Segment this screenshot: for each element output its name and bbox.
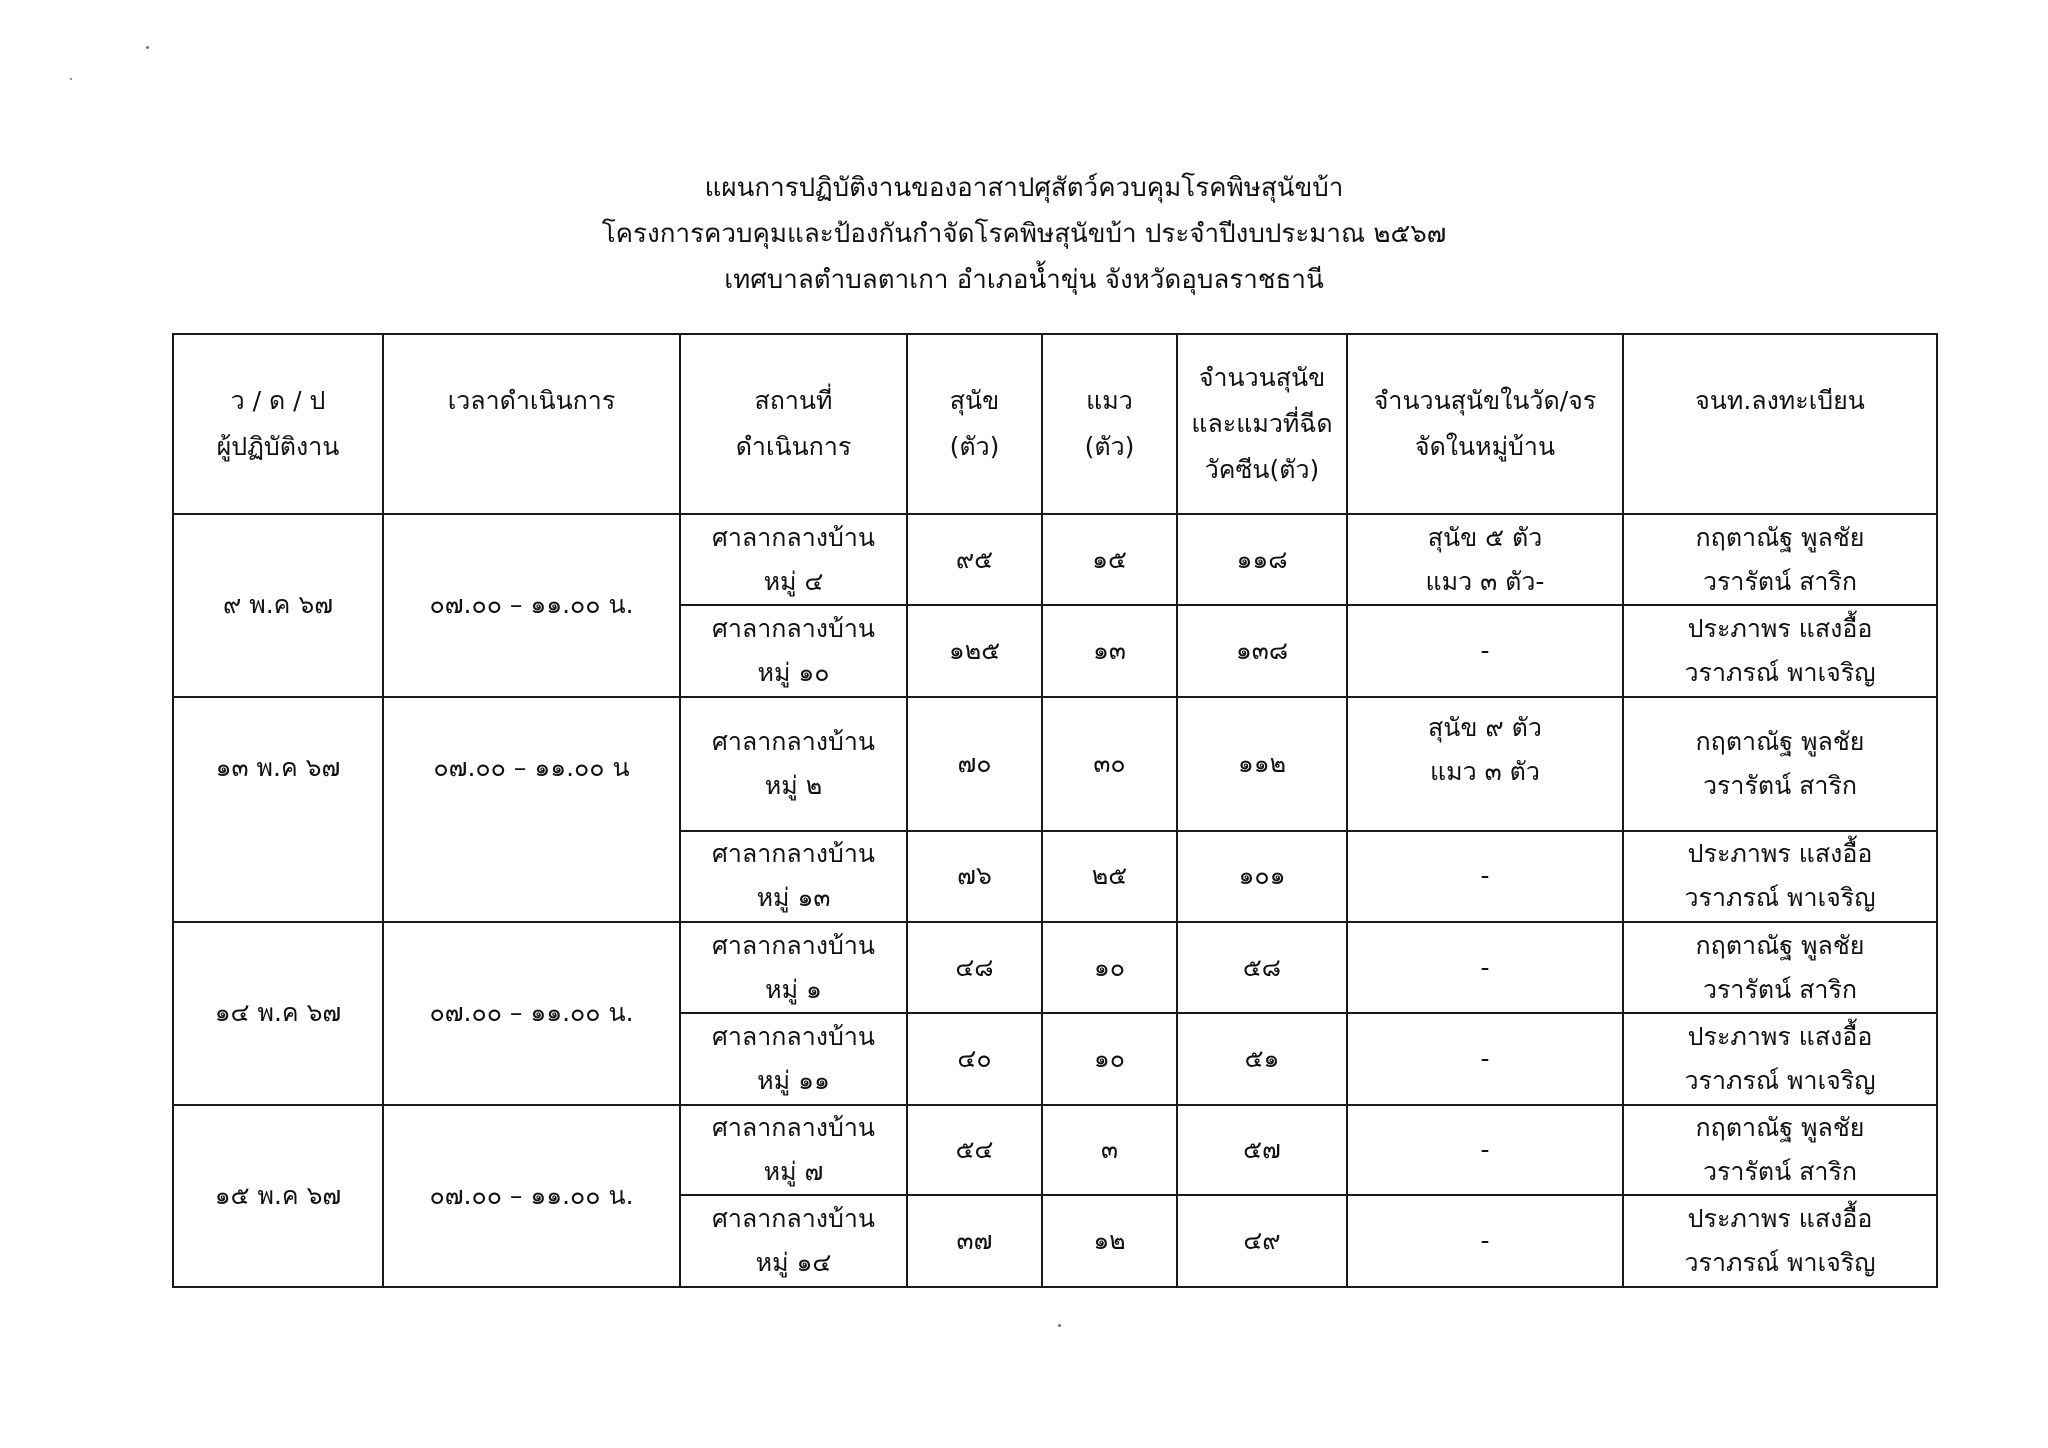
- dogs-cell: ๙๕: [907, 514, 1042, 605]
- place-cell: ศาลากลางบ้าน หมู่ ๑๐: [680, 605, 907, 697]
- cats-cell: ๓๐: [1042, 697, 1177, 831]
- dogs-cell: ๕๔: [907, 1105, 1042, 1196]
- date-cell: ๑๔ พ.ค ๖๗: [173, 922, 383, 1104]
- vaccinated-cell: ๔๙: [1177, 1195, 1347, 1287]
- time-cell: ๐๗.๐๐ – ๑๑.๐๐ น.: [383, 1105, 680, 1287]
- date-cell: ๙ พ.ค ๖๗: [173, 514, 383, 696]
- strays-cell: -: [1347, 605, 1623, 697]
- place-cell: ศาลากลางบ้าน หมู่ ๑๑: [680, 1013, 907, 1105]
- header-cats: แมว (ตัว): [1042, 334, 1177, 514]
- vaccinated-cell: ๑๓๘: [1177, 605, 1347, 697]
- plan-table: [172, 333, 1938, 1288]
- date-cell: ๑๓ พ.ค ๖๗: [173, 697, 383, 923]
- header-vaccinated: จำนวนสุนัข และแมวที่ฉีด วัคซีน(ตัว): [1177, 334, 1347, 514]
- header-staff: จนท.ลงทะเบียน: [1623, 334, 1937, 514]
- scan-speck: [146, 46, 149, 49]
- place-cell: ศาลากลางบ้าน หมู่ ๑๓: [680, 831, 907, 923]
- dogs-cell: ๗๐: [907, 697, 1042, 831]
- time-cell: ๐๗.๐๐ – ๑๑.๐๐ น.: [383, 514, 680, 696]
- table-row: [173, 697, 1937, 831]
- dogs-cell: ๗๖: [907, 831, 1042, 923]
- vaccinated-cell: ๑๑๒: [1177, 697, 1347, 831]
- dogs-cell: ๔๘: [907, 922, 1042, 1013]
- title-line-2: โครงการควบคุมและป้องกันกำจัดโรคพิษสุนัขบ้า ประจำปีงบประมาณ ๒๕๖๗: [601, 219, 1447, 249]
- table-row: [173, 1105, 1937, 1196]
- staff-cell: กฤตาณัฐ พูลชัย วรารัตน์ สาริก: [1623, 514, 1937, 605]
- header-dogs: สุนัข (ตัว): [907, 334, 1042, 514]
- header-date-worker: ว / ด / ป ผู้ปฏิบัติงาน: [173, 334, 383, 514]
- scan-speck: [1058, 1324, 1061, 1327]
- time-cell: ๐๗.๐๐ – ๑๑.๐๐ น.: [383, 922, 680, 1104]
- place-cell: ศาลากลางบ้าน หมู่ ๔: [680, 514, 907, 605]
- vaccinated-cell: ๑๑๘: [1177, 514, 1347, 605]
- cats-cell: ๑๐: [1042, 922, 1177, 1013]
- staff-cell: ประภาพร แสงอื้อ วราภรณ์ พาเจริญ: [1623, 1195, 1937, 1287]
- header-time: เวลาดำเนินการ: [383, 334, 680, 514]
- strays-cell: -: [1347, 831, 1623, 923]
- strays-cell: -: [1347, 922, 1623, 1013]
- strays-cell: สุนัข ๙ ตัว แมว ๓ ตัว: [1347, 697, 1623, 831]
- vaccinated-cell: ๑๐๑: [1177, 831, 1347, 923]
- strays-cell: -: [1347, 1105, 1623, 1196]
- place-cell: ศาลากลางบ้าน หมู่ ๗: [680, 1105, 907, 1196]
- vaccinated-cell: ๕๗: [1177, 1105, 1347, 1196]
- table-row: [173, 514, 1937, 605]
- strays-cell: สุนัข ๕ ตัว แมว ๓ ตัว-: [1347, 514, 1623, 605]
- dogs-cell: ๑๒๕: [907, 605, 1042, 697]
- staff-cell: กฤตาณัฐ พูลชัย วรารัตน์ สาริก: [1623, 922, 1937, 1013]
- header-row: [173, 334, 1937, 514]
- dogs-cell: ๔๐: [907, 1013, 1042, 1105]
- title-line-3: เทศบาลตำบลตาเกา อำเภอน้ำขุ่น จังหวัดอุบลราชธานี: [724, 265, 1324, 295]
- title-line-1: แผนการปฏิบัติงานของอาสาปศุสัตว์ควบคุมโรคพิษสุนัขบ้า: [704, 173, 1344, 203]
- place-cell: ศาลากลางบ้าน หมู่ ๑: [680, 922, 907, 1013]
- header-strays: จำนวนสุนัขในวัด/จร จัดในหมู่บ้าน: [1347, 334, 1623, 514]
- cats-cell: ๑๓: [1042, 605, 1177, 697]
- staff-cell: กฤตาณัฐ พูลชัย วรารัตน์ สาริก: [1623, 697, 1937, 831]
- strays-cell: -: [1347, 1013, 1623, 1105]
- scan-speck: [70, 78, 72, 80]
- cats-cell: ๑๕: [1042, 514, 1177, 605]
- time-cell: ๐๗.๐๐ – ๑๑.๐๐ น: [383, 697, 680, 923]
- staff-cell: ประภาพร แสงอื้อ วราภรณ์ พาเจริญ: [1623, 605, 1937, 697]
- staff-cell: ประภาพร แสงอื้อ วราภรณ์ พาเจริญ: [1623, 1013, 1937, 1105]
- cats-cell: ๑๒: [1042, 1195, 1177, 1287]
- cats-cell: ๒๕: [1042, 831, 1177, 923]
- place-cell: ศาลากลางบ้าน หมู่ ๒: [680, 697, 907, 831]
- table-row: [173, 922, 1937, 1013]
- vaccinated-cell: ๕๑: [1177, 1013, 1347, 1105]
- document-title: [0, 165, 2048, 303]
- header-place: สถานที่ ดำเนินการ: [680, 334, 907, 514]
- place-cell: ศาลากลางบ้าน หมู่ ๑๔: [680, 1195, 907, 1287]
- strays-cell: -: [1347, 1195, 1623, 1287]
- cats-cell: ๓: [1042, 1105, 1177, 1196]
- staff-cell: กฤตาณัฐ พูลชัย วรารัตน์ สาริก: [1623, 1105, 1937, 1196]
- dogs-cell: ๓๗: [907, 1195, 1042, 1287]
- date-cell: ๑๕ พ.ค ๖๗: [173, 1105, 383, 1287]
- staff-cell: ประภาพร แสงอื้อ วราภรณ์ พาเจริญ: [1623, 831, 1937, 923]
- vaccinated-cell: ๕๘: [1177, 922, 1347, 1013]
- cats-cell: ๑๐: [1042, 1013, 1177, 1105]
